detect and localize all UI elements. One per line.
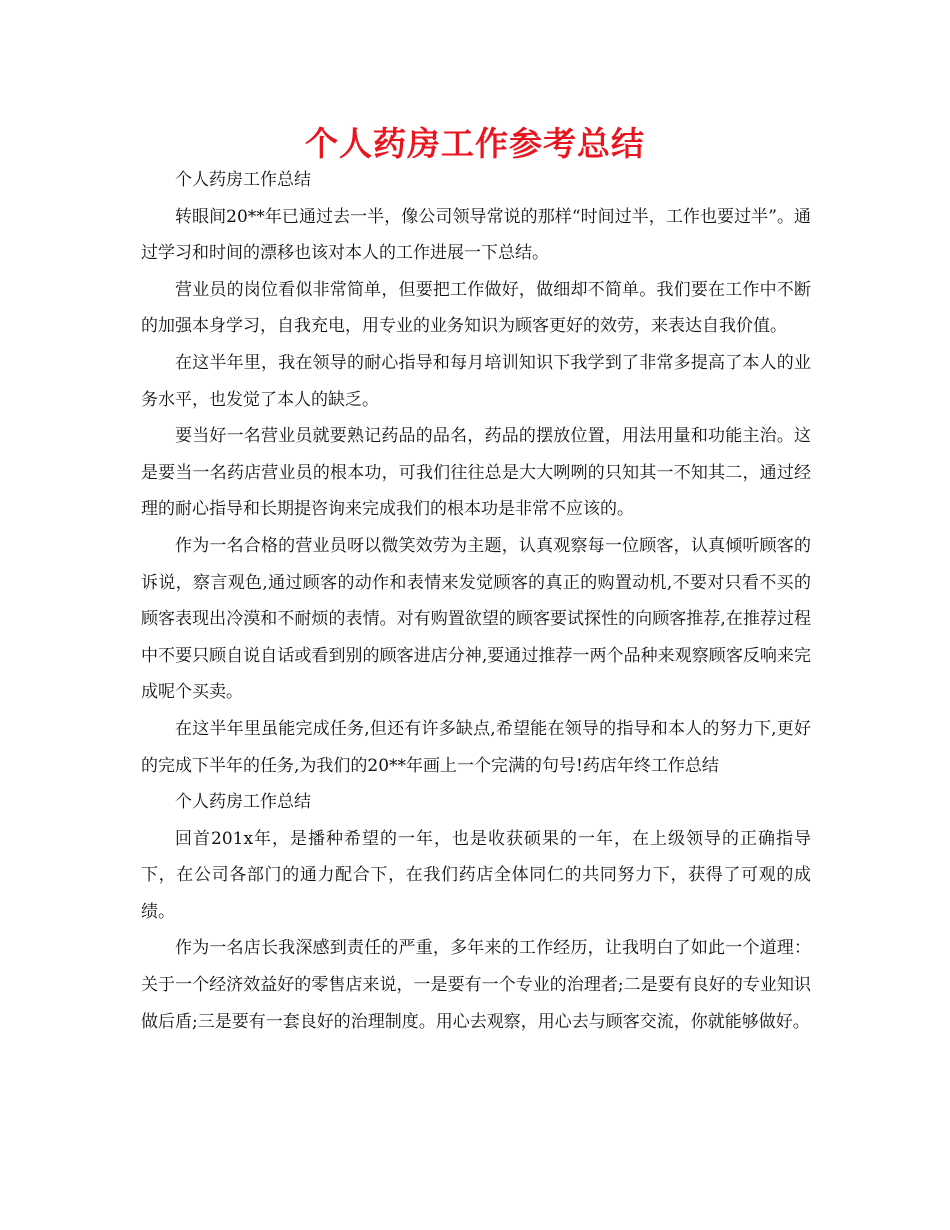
paragraph: 在这半年里虽能完成任务,但还有许多缺点,希望能在领导的指导和本人的努力下,更好的完成下半年的任务,为我们的20**年画上一个完满的句号!药店年终工作总结 [141,718,811,776]
paragraph: 在这半年里，我在领导的耐心指导和每月培训知识下我学到了非常多提高了本人的业务水平，也发觉了本人的缺乏。 [141,352,811,410]
paragraph-subtitle-2: 个人药房工作总结 [175,792,311,813]
paragraph: 回首201x年，是播种希望的一年，也是收获硕果的一年，在上级领导的正确指导下，在公司各部门的通力配合下，在我们药店全体同仁的共同努力下，获得了可观的成绩。 [141,828,811,922]
paragraph: 转眼间20**年已通过去一半，像公司领导常说的那样“时间过半，工作也要过半”。通过学习和时间的漂移也该对本人的工作进展一下总结。 [141,206,811,264]
paragraph: 作为一名合格的营业员呀以微笑效劳为主题，认真观察每一位顾客，认真倾听顾客的诉说，察言观色,通过顾客的动作和表情来发觉顾客的真正的购置动机,不要对只看不买的顾客表现出冷漠和不耐烦的表情。对有购置欲望的顾客要试探性的向顾客推荐,在推荐过程中不要只顾自说自话或看到别的顾客进店分神,要通过推荐一两个品种来观察顾客反响来完成呢个买卖。 [141,535,811,703]
paragraph-subtitle-1: 个人药房工作总结 [175,170,311,190]
document-body [141,162,811,1040]
document-title: 个人药房工作参考总结 [305,124,645,163]
paragraph: 营业员的岗位看似非常简单，但要把工作做好，做细却不简单。我们要在工作中不断的加强本身学习，自我充电，用专业的业务知识为顾客更好的效劳，来表达自我价值。 [141,279,811,337]
paragraph: 要当好一名营业员就要熟记药品的品名，药品的摆放位置，用法用量和功能主治。这是要当一名药店营业员的根本功，可我们往往总是大大咧咧的只知其一不知其二，通过经理的耐心指导和长期提咨询来完成我们的根本功是非常不应该的。 [141,426,811,520]
paragraph: 作为一名店长我深感到责任的严重，多年来的工作经历，让我明白了如此一个道理：关于一个经济效益好的零售店来说，一是要有一个专业的治理者;二是要有良好的专业知识做后盾;三是要有一套良好的治理制度。用心去观察，用心去与顾客交流，你就能够做好。 [141,938,811,1032]
